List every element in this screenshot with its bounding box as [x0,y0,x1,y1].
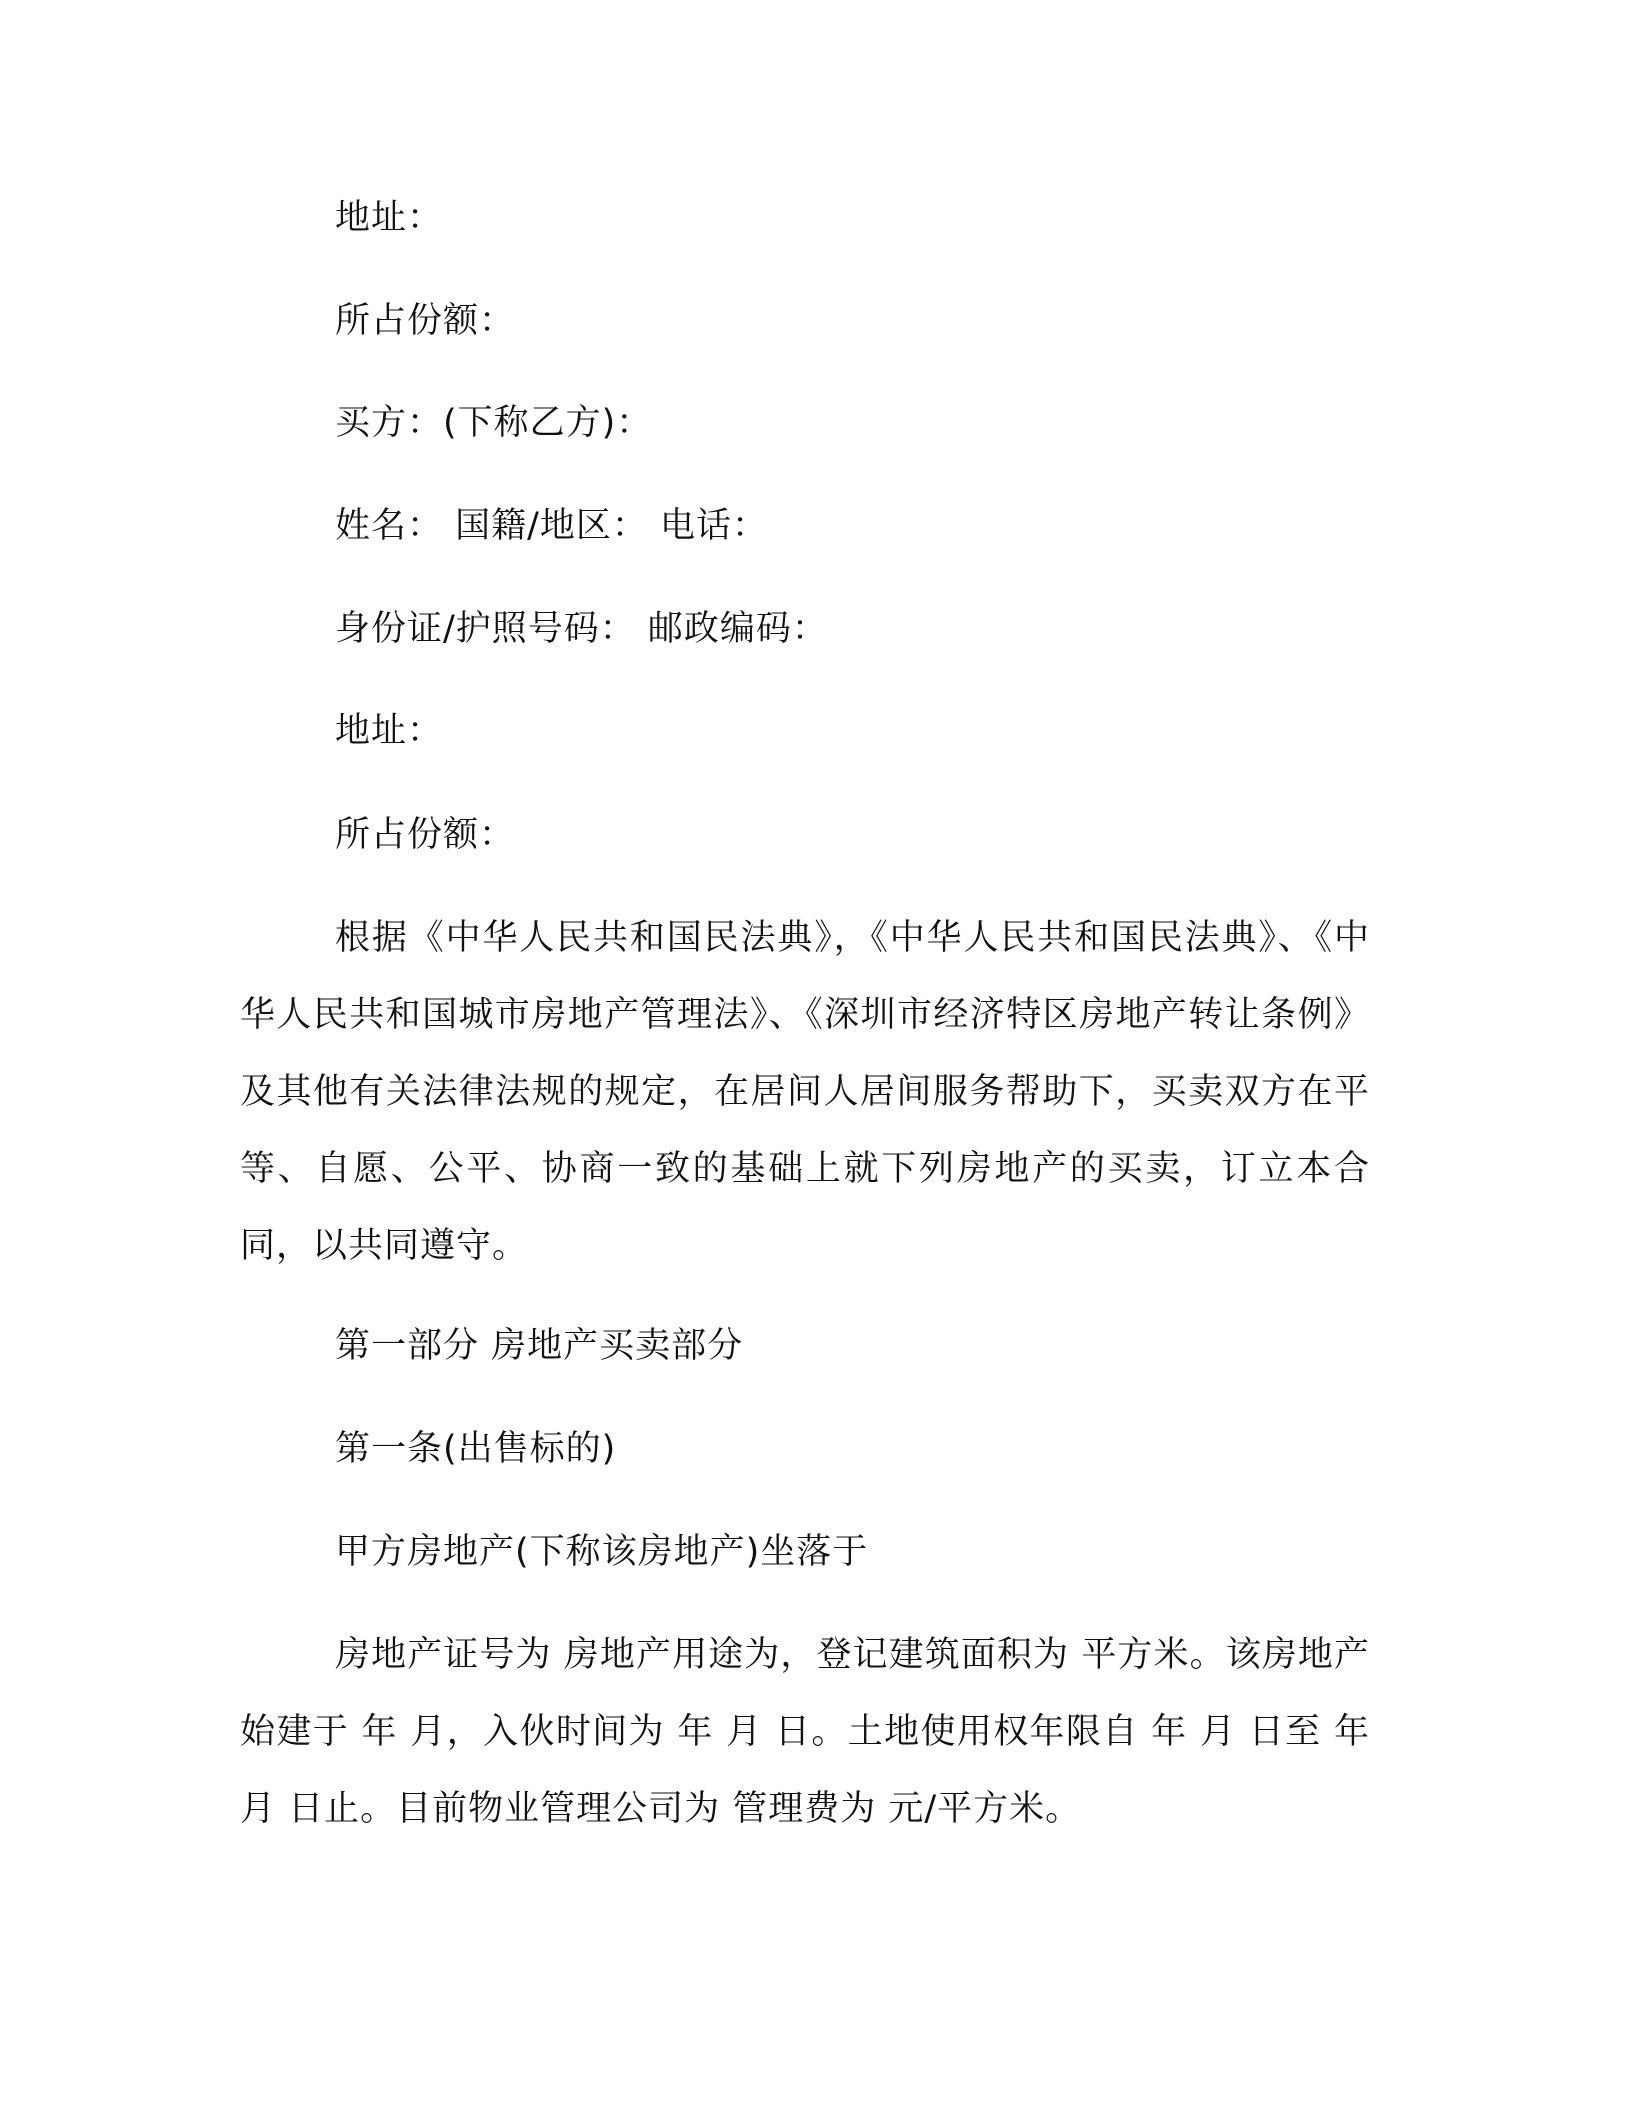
buyer-address-label: 地址： [335,711,444,751]
article-one-title: 第一条(出售标的) [335,1429,617,1469]
preamble-paragraph: 根据《中华人民共和国民法典》，《中华人民共和国民法典》、《中华人民共和国城市房地产管理法》、《深圳市经济特区房地产转让条例》及其他有关法律法规的规定，在居间人居间服务帮助下，买卖双方在平等、自愿、公平、协商一致的基础上就下列房地产的买卖，订立本合同，以共同遵守。 [240,918,1370,1266]
buyer-title: 买方：(下称乙方)： [335,403,653,443]
seller-share-label: 所占份额： [335,301,516,341]
buyer-id-line: 身份证/护照号码： 邮政编码： [335,609,828,649]
seller-address-label: 地址： [335,198,444,238]
property-location-line: 甲方房地产(下称该房地产)坐落于 [335,1532,869,1572]
buyer-name-line: 姓名： 国籍/地区： 电话： [335,506,769,546]
property-details-paragraph: 房地产证号为 房地产用途为，登记建筑面积为 平方米。该房地产始建于 年 月，入伙时间为 年 月 日。土地使用权年限自 年 月 日至 年 月 日止。目前物业管理公司为 管理费为 元/平方米。 [240,1635,1370,1829]
part-one-title: 第一部分 房地产买卖部分 [335,1326,744,1366]
buyer-share-label: 所占份额： [335,815,516,855]
